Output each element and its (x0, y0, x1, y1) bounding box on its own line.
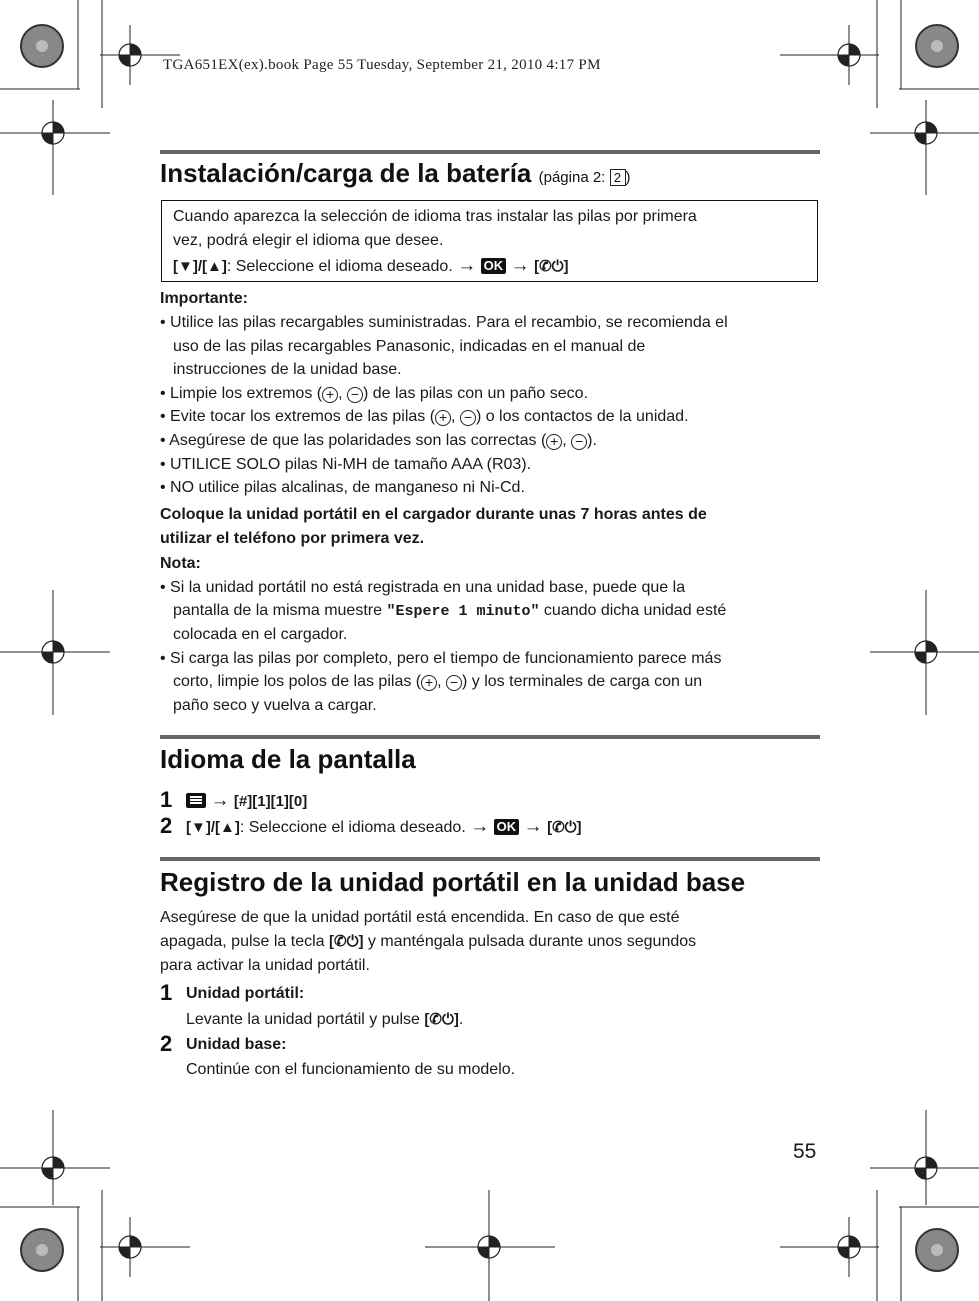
step-number: 2 (160, 813, 173, 838)
list-item: instrucciones de la unidad base. (173, 361, 402, 378)
section-rule (160, 735, 820, 739)
power-key: [✆⏻] (329, 933, 364, 950)
arrow-icon: → (523, 816, 543, 837)
key-sequence: [#][1][1][0] (233, 793, 308, 810)
minus-icon: − (446, 675, 462, 691)
arrow-icon: → (510, 255, 530, 276)
note-label: Nota: (160, 555, 201, 572)
list-item: • Evite tocar los extremos de las pilas ( + , − ) o los contactos de la unidad. (160, 408, 689, 425)
note-item: pantalla de la misma muestre "Espere 1 minuto" cuando dicha unidad esté (173, 602, 727, 620)
list-item: uso de las pilas recargables Panasonic, indicadas en el manual de (173, 338, 646, 355)
power-key: [✆⏻] (534, 258, 569, 275)
intro-text: apagada, pulse la tecla [✆⏻] y manténgala pulsada durante unos segundos (160, 933, 697, 950)
ok-key: OK (494, 819, 520, 835)
step-label: Unidad portátil: (186, 985, 305, 1002)
color-wheel-icon (21, 1229, 63, 1271)
note-item: • Si la unidad portátil no está registrada en una unidad base, puede que la (160, 579, 686, 596)
section-rule (160, 150, 820, 154)
list-item: • Utilice las pilas recargables suministradas. Para el recambio, se recomienda el (160, 314, 728, 331)
section-title: Instalación/carga de la batería (página 2: 2 ) (160, 158, 631, 188)
display-message: "Espere 1 minuto" (386, 603, 540, 620)
arrow-icon: → (210, 790, 230, 811)
plus-icon: + (435, 410, 451, 426)
color-wheel-icon (916, 1229, 958, 1271)
step-number: 1 (160, 980, 173, 1005)
important-label: Importante: (160, 290, 248, 307)
minus-icon: − (460, 410, 476, 426)
step-number: 1 (160, 787, 173, 812)
intro-text: Asegúrese de que la unidad portátil está encendida. En caso de que esté (160, 909, 680, 926)
step-number: 2 (160, 1031, 173, 1056)
plus-icon: + (322, 387, 338, 403)
notice-instruction: [▼]/[▲]: Seleccione el idioma deseado. → OK → [✆⏻] (173, 255, 569, 276)
ok-key: OK (481, 258, 507, 274)
color-wheel-icon (916, 25, 958, 67)
print-header: TGA651EX(ex).book Page 55 Tuesday, September 21, 2010 4:17 PM (163, 57, 601, 73)
minus-icon: − (571, 434, 587, 450)
arrow-icon: → (470, 816, 490, 837)
note-item: colocada en el cargador. (173, 626, 348, 643)
list-item: • Asegúrese de que las polaridades son las correctas ( + , − ). (160, 432, 597, 449)
menu-icon (186, 793, 206, 808)
section-rule (160, 857, 820, 861)
list-item: • UTILICE SOLO pilas Ni-MH de tamaño AAA (R03). (160, 456, 532, 473)
power-key: [✆⏻] (547, 819, 582, 836)
intro-text: para activar la unidad portátil. (160, 957, 370, 974)
step-instruction: Continúe con el funcionamiento de su modelo. (186, 1061, 516, 1078)
note-item: corto, limpie los polos de las pilas ( + , − ) y los terminales de carga con un (173, 673, 703, 690)
section-title: Registro de la unidad portátil en la unidad base (160, 867, 746, 897)
list-item: • NO utilice pilas alcalinas, de manganeso ni Ni-Cd. (160, 479, 525, 496)
step-instruction: [▼]/[▲]: Seleccione el idioma deseado. → OK → [✆⏻] (186, 816, 582, 837)
bold-instruction: utilizar el teléfono por primera vez. (160, 530, 425, 547)
notice-line: Cuando aparezca la selección de idioma tras instalar las pilas por primera (173, 208, 697, 225)
note-item: • Si carga las pilas por completo, pero el tiempo de funcionamiento parece más (160, 650, 722, 667)
list-item: • Limpie los extremos ( + , − ) de las pilas con un paño seco. (160, 385, 589, 402)
plus-icon: + (421, 675, 437, 691)
bold-instruction: Coloque la unidad portátil en el cargador durante unas 7 horas antes de (160, 506, 707, 523)
plus-icon: + (546, 434, 562, 450)
navigation-key: [▼]/[▲] (173, 258, 227, 275)
arrow-icon: → (457, 255, 477, 276)
note-item: paño seco y vuelva a cargar. (173, 697, 377, 714)
color-wheel-icon (21, 25, 63, 67)
power-key: [✆⏻] (424, 1011, 459, 1028)
step-label: Unidad base: (186, 1036, 287, 1053)
step-instruction (186, 789, 307, 814)
minus-icon: − (347, 387, 363, 403)
notice-line: vez, podrá elegir el idioma que desee. (173, 232, 444, 249)
section-title: Idioma de la pantalla (160, 744, 416, 774)
page-number: 55 (793, 1140, 817, 1163)
step-instruction: Levante la unidad portátil y pulse [✆⏻]. (186, 1011, 464, 1028)
navigation-key: [▼]/[▲] (186, 819, 240, 836)
